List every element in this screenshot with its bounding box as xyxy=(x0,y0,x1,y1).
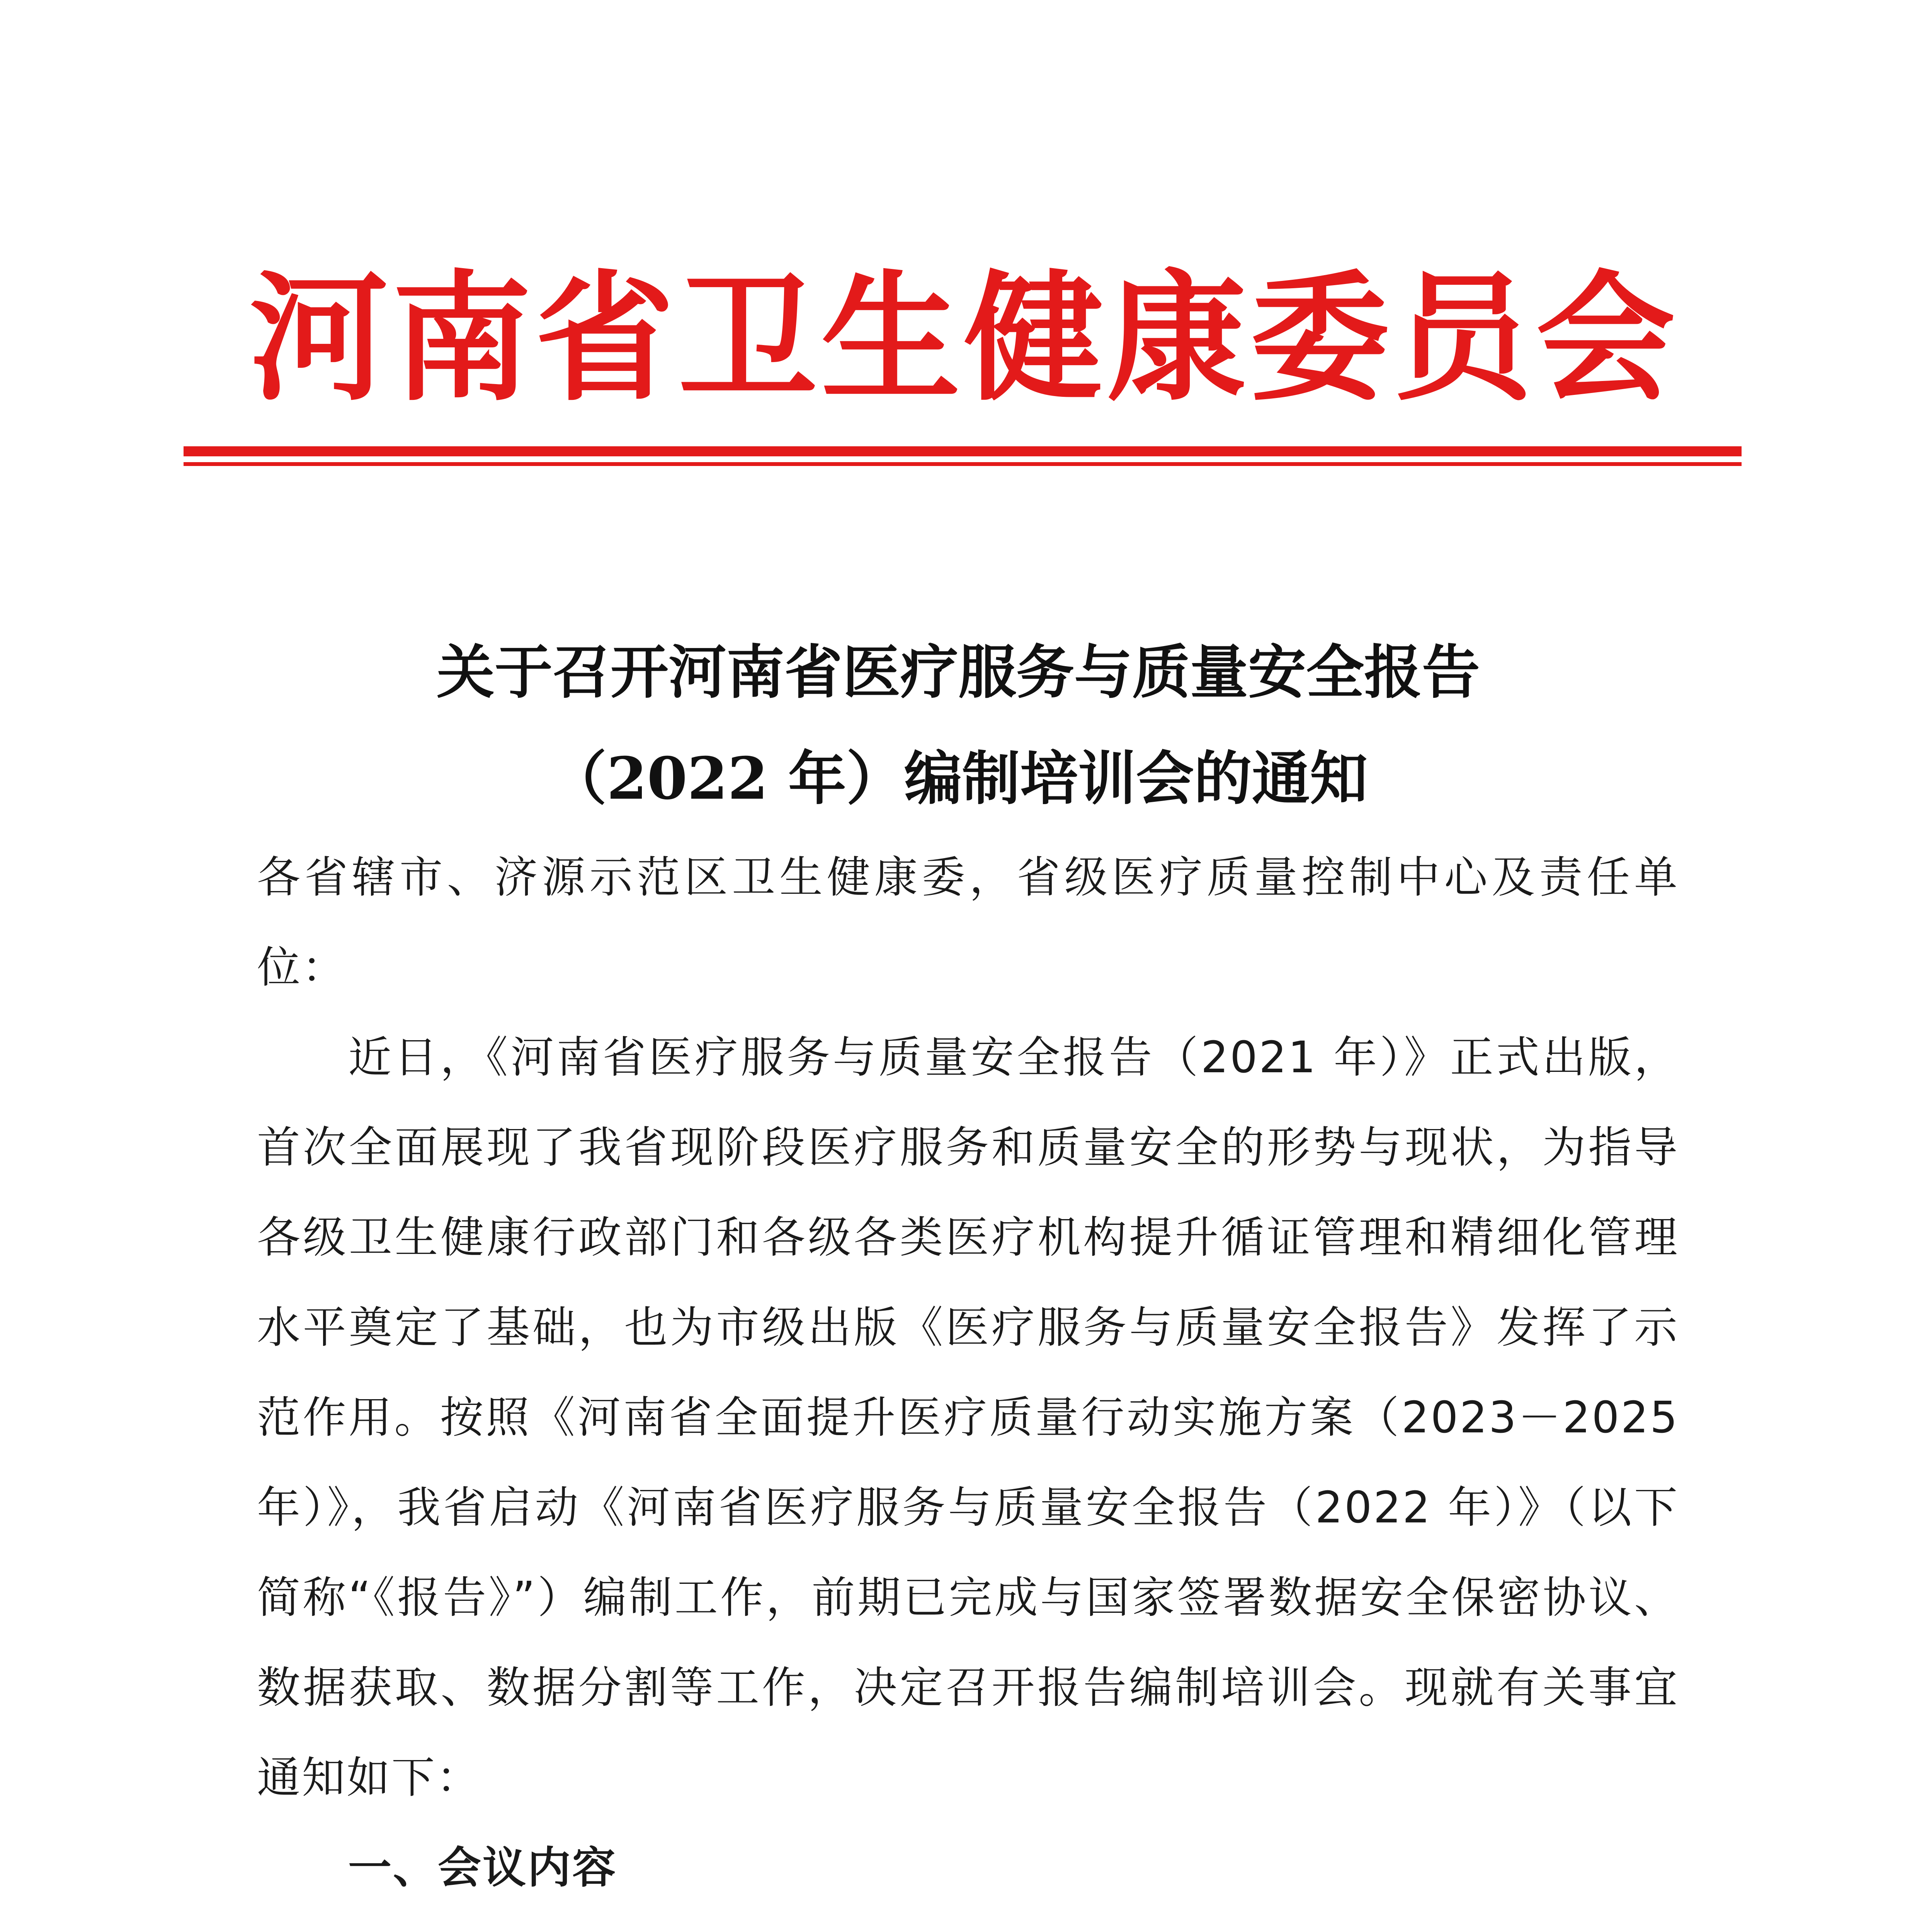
document-title-line1: 关于召开河南省医疗服务与质量安全报告 xyxy=(436,638,1480,706)
masthead-rule-thin xyxy=(184,462,1742,466)
list-item-1 xyxy=(257,1913,1679,1932)
document-body xyxy=(257,833,1679,1932)
masthead-org-name: 河南省卫生健康委员会 xyxy=(249,256,1679,420)
salutation: 各省辖市、济源示范区卫生健康委，省级医疗质量控制中心及责任单位： xyxy=(257,852,1679,993)
paragraph-1: 近日，《河南省医疗服务与质量安全报告（2021 年）》正式出版，首次全面展现了我省现阶段医疗服务和质量安全的形势与现状，为指导各级卫生健康行政部门和各级各类医疗机构提升循证管理和精细化管理水平奠定了基础，也为市级出版《医疗服务与质量安全报告》发挥了示范作用。按照《河南省全面提升医疗质量行动实施方案（2023－2025 年）》，我省启动《河南省医疗服务与质量安全报告（2022 年）》（以下简称“《报告》”）编制工作，前期已完成与国家签署数据安全保密协议、数据获取、数据分割等工作，决定召开报告编制培训会。现就有关事宜通知如下： xyxy=(257,1032,1679,1803)
document-title-line2: （2022 年）编制培训会的通知 xyxy=(549,745,1368,813)
masthead-rule-thick xyxy=(184,446,1742,456)
section-1-heading: 一、会议内容 xyxy=(348,1843,617,1893)
